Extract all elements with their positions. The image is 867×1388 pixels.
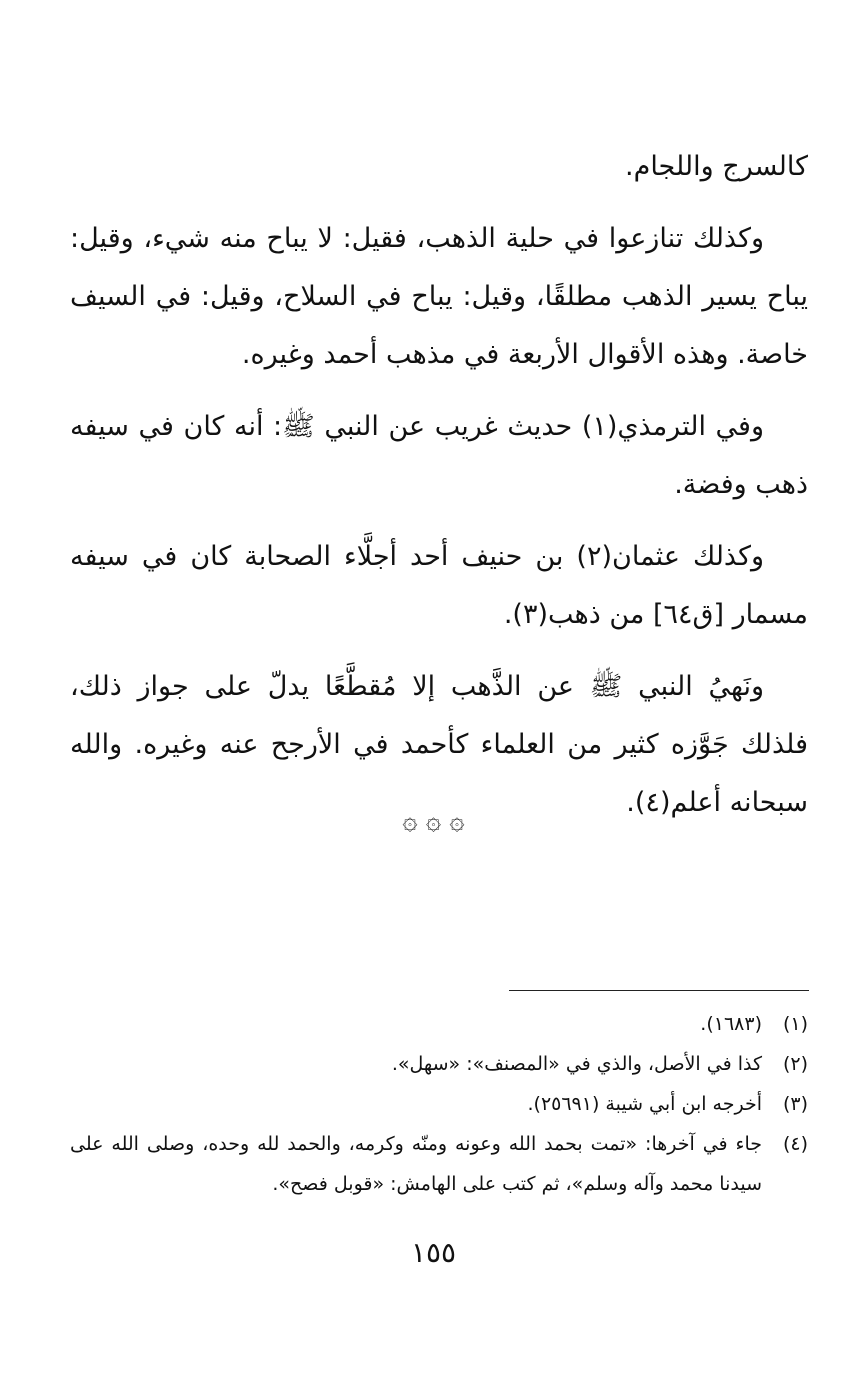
- footnote-text: جاء في آخرها: «تمت بحمد الله وعونه ومنّه وكرمه، والحمد لله وحده، وصلى الله على سيدنا محمد وآله وسلم»، ثم كتب على الهامش: «قوبل فصح».: [70, 1133, 762, 1195]
- page-number: ١٥٥: [410, 1236, 457, 1269]
- footnote-text: كذا في الأصل، والذي في «المصنف»: «سهل».: [391, 1053, 762, 1075]
- paragraph: وفي الترمذي(١) حديث غريب عن النبي ﷺ: أنه كان في سيفه ذهب وفضة.: [70, 411, 808, 500]
- footnote: [70, 1124, 808, 1204]
- paragraph: وكذلك تنازعوا في حلية الذهب، فقيل: لا يباح منه شيء، وقيل: يباح يسير الذهب مطلقًا، وقيل: يباح في السلاح، وقيل: في السيف خاصة. وهذه الأقوال الأربعة في مذهب أحمد وغيره.: [70, 223, 808, 370]
- footnote: [70, 1004, 808, 1044]
- footnote: [70, 1084, 808, 1124]
- footnote-number: (١): [782, 1013, 808, 1035]
- section-divider-ornaments: ۞ ۞ ۞: [402, 806, 465, 836]
- footnote-number: (٢): [782, 1053, 808, 1075]
- footnote-text: (١٦٨٣).: [700, 1013, 762, 1035]
- footnote: [70, 1044, 808, 1084]
- footnotes: [70, 1004, 808, 1204]
- main-text: [70, 138, 808, 846]
- footnote-number: (٤): [782, 1133, 808, 1155]
- footnote-text: أخرجه ابن أبي شيبة (٢٥٦٩١).: [527, 1093, 762, 1115]
- footnote-separator: [509, 990, 809, 991]
- paragraph: كالسرج واللجام.: [625, 151, 808, 182]
- paragraph: وكذلك عثمان(٢) بن حنيف أحد أجلَّاء الصحابة كان في سيفه مسمار [ق٦٤] من ذهب(٣).: [70, 541, 808, 630]
- footnote-number: (٣): [782, 1093, 808, 1115]
- paragraph: ونَهيُ النبي ﷺ عن الذَّهب إلا مُقطَّعًا يدلّ على جواز ذلك، فلذلك جَوَّزه كثير من العلماء كأحمد في الأرجح عنه وغيره. والله سبحانه أعلم(٤).: [70, 671, 808, 818]
